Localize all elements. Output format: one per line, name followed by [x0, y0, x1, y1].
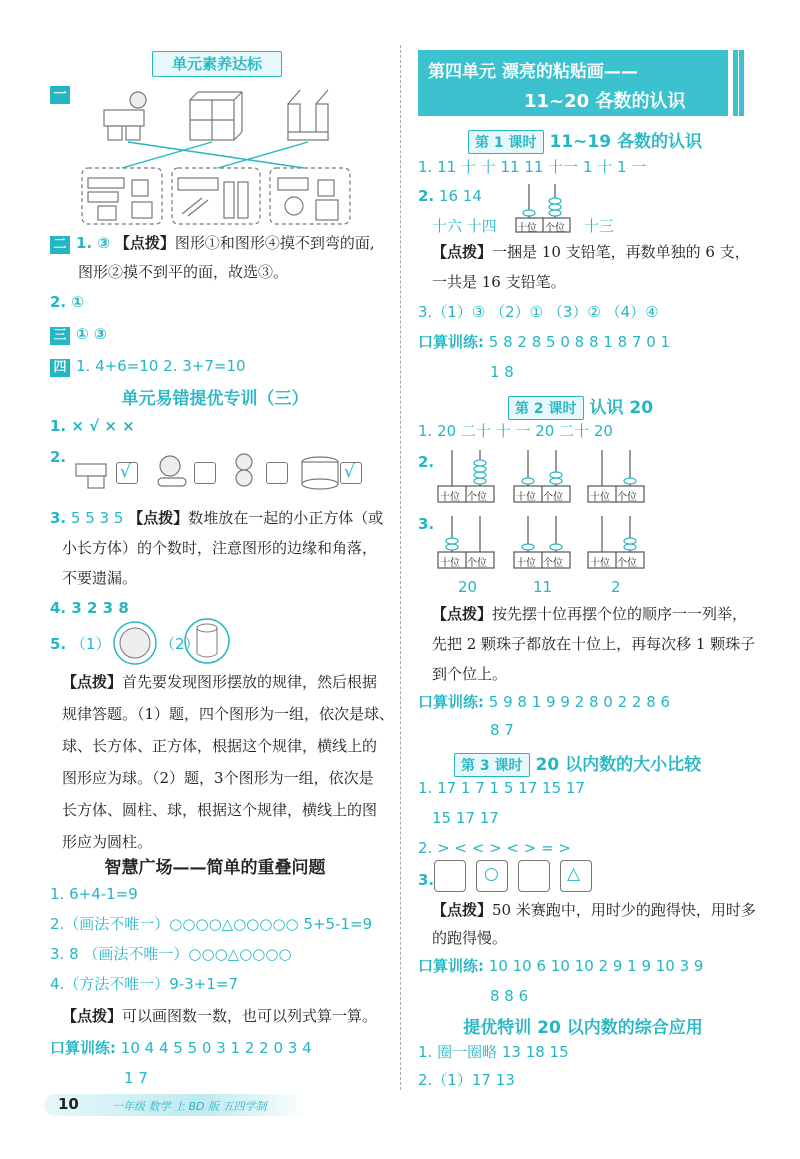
s5-sphere-answer: [112, 620, 158, 666]
q2-2: 2. ①: [50, 293, 85, 311]
l2-q3-ones-2: 个位: [543, 558, 563, 569]
lesson3-heading: [454, 750, 701, 777]
l2-tip-a: 按先摆十位再摆个位的顺序一一列举，: [492, 605, 748, 623]
tip-label: 【点拨】: [432, 605, 493, 623]
l3-q2: 2. > < < > < > = >: [418, 839, 572, 857]
l3-q1-a: 1. 17 1 7 1 5 17 15 17: [418, 779, 585, 797]
s3-num: 3.: [50, 509, 67, 527]
q2-marker: 二: [50, 236, 70, 254]
oral-label: 口算训练:: [50, 1039, 116, 1057]
l3-oral-b: 8 8 6: [490, 987, 529, 1005]
l3-q1-b: 15 17 17: [432, 809, 499, 827]
l2-val-1: 20: [458, 578, 478, 596]
w3: 3. 8 （画法不唯一）○○○△○○○○: [50, 945, 292, 963]
oral-left-line1: [50, 1038, 312, 1058]
w2: 2.（画法不唯一）○○○○△○○○○○ 5+5-1=9: [50, 915, 373, 933]
s2-box-2: [194, 462, 216, 484]
w4: 4.（方法不唯一）9-3+1=7: [50, 975, 239, 993]
l2-q2-ones-1: 个位: [467, 492, 487, 503]
unit-header-line1: 第四单元 漂亮的粘贴画——: [428, 62, 638, 82]
lesson2-heading: [508, 393, 653, 420]
f2: 2.（1）17 13: [418, 1071, 515, 1089]
w-tip: 可以画图数一数，也可以列式算一算。: [122, 1007, 378, 1025]
l1-q2-num: 2.: [418, 187, 435, 205]
l2-val-3: 2: [611, 578, 621, 596]
final-title: 提优特训 20 以内数的综合应用: [463, 1018, 703, 1038]
column-divider: [400, 45, 401, 1090]
q3-answer: ① ③: [76, 325, 107, 343]
l2-q3-ones-1: 个位: [467, 558, 487, 569]
s5-tip-b: 规律答题。（1）题，四个图形为一组，依次是球、: [62, 705, 395, 723]
q3-line: [50, 324, 107, 345]
wisdom-title: 智慧广场——简单的重叠问题: [104, 858, 326, 878]
tip-label: 【点拨】: [432, 901, 493, 919]
l1-q2-line: [418, 186, 482, 206]
l2-q3-tens-3: 十位: [590, 558, 610, 569]
l1-abacus-tens: 十位: [517, 223, 537, 234]
w1: 1. 6+4-1=9: [50, 885, 138, 903]
l1-tip-a: 一捆是 10 支铅笔，再数单独的 6 支，: [492, 243, 750, 261]
q4-answer: 1. 4+6=10 2. 3+7=10: [76, 357, 246, 375]
l2-q3-ones-3: 个位: [617, 558, 637, 569]
l1-tip-a-line: [432, 242, 750, 262]
l1-q3: 3.（1）③ （2）① （3）② （4）④: [418, 303, 659, 321]
q4-marker: 四: [50, 359, 70, 377]
l2-oral-line: [418, 692, 670, 712]
q2-tip-b: 图形②摸不到平的面，故选③。: [78, 263, 289, 281]
l2-q3-tens-2: 十位: [516, 558, 536, 569]
l1-oral-a: 5 8 2 8 5 0 8 8 1 8 7 0 1: [488, 333, 671, 351]
l1-tip-b: 一共是 16 支铅笔。: [432, 273, 566, 291]
oral-label: 口算训练:: [418, 333, 484, 351]
special-title: 单元易错提优专训（三）: [121, 389, 309, 409]
l3-q3-box-3: [518, 860, 550, 892]
page-number: 10: [58, 1095, 79, 1113]
s2-box-3: [266, 462, 288, 484]
lesson1-badge: 第 1 课时: [468, 130, 544, 154]
l2-q2-tens-3: 十位: [590, 492, 610, 503]
q2-1-num: 1. ③: [76, 234, 111, 252]
s5-tip-f: 形应为圆柱。: [62, 833, 153, 851]
l3-tip-a-line: [432, 900, 756, 920]
unit-header-line2: 11~20 各数的认识: [524, 91, 686, 112]
tip-label: 【点拨】: [62, 1007, 123, 1025]
oral-left-a: 10 4 4 5 5 0 3 1 2 2 0 3 4: [120, 1039, 312, 1057]
l1-oral-b: 1 8: [490, 363, 514, 381]
l3-q3-circle: ○: [484, 864, 499, 884]
s5-num: 5.: [50, 635, 67, 653]
s2-num: 2.: [50, 448, 67, 466]
tip-label: 【点拨】: [128, 509, 189, 527]
l1-q2-c: 十三: [584, 217, 615, 235]
s3-tip-c: 不要遗漏。: [62, 569, 138, 587]
s2-check-1: √: [120, 462, 131, 482]
l2-oral-a: 5 9 8 1 9 9 2 8 0 2 2 8 6: [488, 693, 671, 711]
s4: 4. 3 2 3 8: [50, 599, 129, 617]
oral-left-b: 1 7: [124, 1069, 148, 1087]
s5-p1: （1）: [70, 635, 111, 653]
oral-label: 口算训练:: [418, 957, 484, 975]
l2-val-2: 11: [533, 578, 553, 596]
l2-q3-tens-1: 十位: [440, 558, 460, 569]
tip-label: 【点拨】: [432, 243, 493, 261]
s3-tip-b: 小长方体）的个数时，注意图形的边缘和角落，: [62, 539, 378, 557]
l2-tip-a-line: [432, 604, 747, 624]
lesson3-badge: 第 3 课时: [454, 753, 530, 777]
l2-q2-ones-2: 个位: [543, 492, 563, 503]
l3-oral-a: 10 10 6 10 10 2 9 1 9 10 3 9: [488, 957, 704, 975]
l1-abacus-ones: 个位: [545, 223, 565, 234]
lesson1-heading: [468, 127, 702, 154]
l3-tip-a: 50 米赛跑中，用时少的跑得快，用时多: [492, 901, 756, 919]
s3-line1: [50, 508, 383, 528]
unit-header-stripe-2: [739, 50, 744, 116]
q2-tip-a: 图形①和图形④摸不到弯的面,: [174, 234, 375, 252]
l2-q2-tens-1: 十位: [440, 492, 460, 503]
l2-oral-b: 8 7: [490, 721, 514, 739]
s3-vals: 5 5 3 5: [70, 509, 124, 527]
q4-line: [50, 356, 246, 377]
l2-tip-b: 先把 2 颗珠子都放在十位上，再每次移 1 颗珠子: [432, 635, 756, 653]
tip-label: 【点拨】: [114, 234, 175, 252]
s5-cylinder-answer: [184, 616, 230, 666]
lesson3-title: 20 以内数的大小比较: [535, 755, 702, 775]
l2-tip-c: 到个位上。: [432, 665, 508, 683]
s5-p2: （2）: [160, 635, 200, 653]
l2-q1: 1. 20 二十 十 一 20 二十 20: [418, 422, 613, 440]
matching-figure: [78, 86, 358, 230]
lesson1-title: 11~19 各数的认识: [549, 132, 702, 152]
s5-tip-c: 球、长方体、正方体，根据这个规律，横线上的: [62, 737, 378, 755]
s2-check-4: √: [344, 462, 355, 482]
l1-q2-b: 十六 十四: [432, 217, 497, 235]
s5-line: [50, 634, 110, 654]
s5-tip-a: 首先要发现图形摆放的规律，然后根据: [122, 673, 378, 691]
l3-tip-b: 的跑得慢。: [432, 929, 508, 947]
unit-header-stripe-1: [728, 50, 733, 116]
unit-title: 单元素养达标: [171, 55, 262, 73]
footer-brand: 一年级 数学 上 BD 版 五四学制: [112, 1100, 267, 1113]
s5-tip-e: 长方体、圆柱、球，根据这个规律，横线上的图: [62, 801, 378, 819]
tip-label: 【点拨】: [62, 673, 123, 691]
l2-q2-ones-3: 个位: [617, 492, 637, 503]
s3-tip-a: 数堆放在一起的小正方体（或: [188, 509, 384, 527]
l3-q3-triangle: △: [567, 864, 581, 884]
l1-q1: 1. 11 十 十 11 11 十一 1 十 1 一: [418, 158, 647, 176]
s1: 1. × √ × ×: [50, 417, 135, 435]
l2-q2-tens-2: 十位: [516, 492, 536, 503]
l3-q3-num: 3.: [418, 871, 435, 889]
oral-label: 口算训练:: [418, 693, 484, 711]
f1: 1. 圈一圈略 13 18 15: [418, 1043, 569, 1061]
s5-tip-d: 图形应为球。（2）题，3个图形为一组，依次是: [62, 769, 374, 787]
lesson2-title: 认识 20: [589, 398, 654, 418]
q1-marker: 一: [50, 86, 70, 104]
l3-oral-line: [418, 956, 703, 976]
q2-line1: [50, 233, 375, 254]
w-tip-line: [62, 1006, 377, 1026]
l2-q3-num: 3.: [418, 515, 435, 533]
l2-q2-num: 2.: [418, 453, 435, 471]
l1-q2-a: 16 14: [438, 187, 482, 205]
s5-tip-a-line: [62, 672, 377, 692]
lesson2-badge: 第 2 课时: [508, 396, 584, 420]
l1-oral-line: [418, 332, 670, 352]
l3-q3-box-1: [434, 860, 466, 892]
q3-marker: 三: [50, 327, 70, 345]
